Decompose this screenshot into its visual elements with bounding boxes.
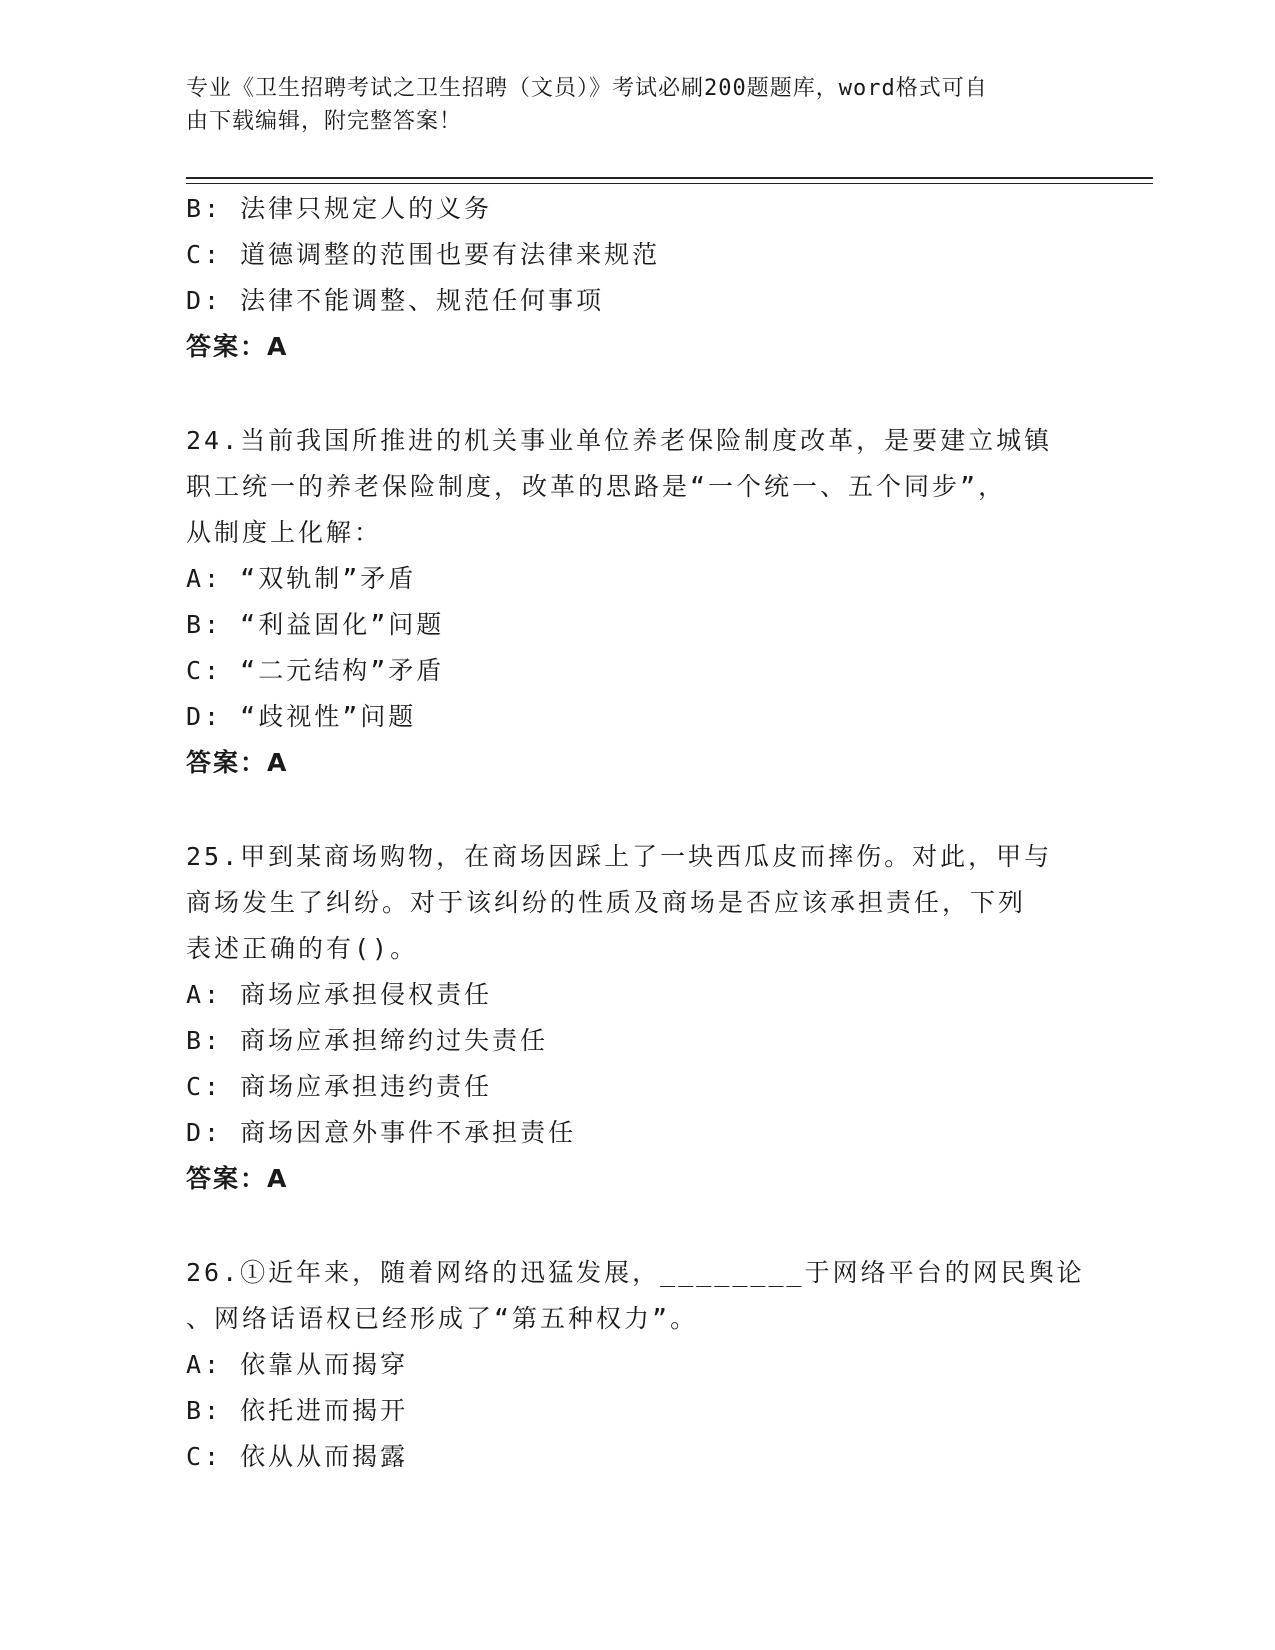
q26-stem-line-1: 26.①近年来，随着网络的迅猛发展，________于网络平台的网民舆论 — [186, 1258, 1085, 1287]
q25-option-d: D: 商场因意外事件不承担责任 — [186, 1118, 577, 1147]
q24-answer: 答案：A — [186, 748, 289, 777]
q24-option-d: D: “歧视性”问题 — [186, 702, 417, 731]
q26-option-c: C: 依从从而揭露 — [186, 1442, 409, 1471]
q25-option-b: B: 商场应承担缔约过失责任 — [186, 1026, 549, 1055]
q25-option-a: A: 商场应承担侵权责任 — [186, 980, 493, 1009]
q23-option-b: B: 法律只规定人的义务 — [186, 194, 493, 223]
q24-option-b: B: “利益固化”问题 — [186, 610, 445, 639]
question-23-continued — [186, 186, 1086, 370]
q23-answer: 答案：A — [186, 332, 289, 361]
q24-option-c: C: “二元结构”矛盾 — [186, 656, 445, 685]
question-list — [186, 186, 1086, 1480]
header-rule-thin — [186, 183, 1153, 184]
q24-stem-line-2: 职工统一的养老保险制度，改革的思路是“一个统一、五个同步”， — [186, 472, 1007, 501]
question-spacer — [186, 370, 1086, 418]
document-header — [186, 72, 1066, 138]
header-line-2: 由下载编辑，附完整答案！ — [186, 109, 463, 134]
q26-option-a: A: 依靠从而揭穿 — [186, 1350, 409, 1379]
q25-stem-line-2: 商场发生了纠纷。对于该纠纷的性质及商场是否应该承担责任，下列 — [186, 888, 1027, 917]
q25-stem-line-1: 25.甲到某商场购物，在商场因踩上了一块西瓜皮而摔伤。对此，甲与 — [186, 842, 1053, 871]
header-line-1: 专业《卫生招聘考试之卫生招聘（文员）》考试必刷200题题库，word格式可自 — [186, 76, 988, 101]
question-25 — [186, 834, 1086, 1202]
header-rule-thick — [186, 177, 1153, 179]
question-24 — [186, 418, 1086, 786]
q25-option-c: C: 商场应承担违约责任 — [186, 1072, 493, 1101]
q23-option-c: C: 道德调整的范围也要有法律来规范 — [186, 240, 661, 269]
q24-stem-line-1: 24.当前我国所推进的机关事业单位养老保险制度改革，是要建立城镇 — [186, 426, 1053, 455]
question-26 — [186, 1250, 1086, 1480]
question-spacer — [186, 1202, 1086, 1250]
q24-stem-line-3: 从制度上化解： — [186, 518, 383, 547]
q23-option-d: D: 法律不能调整、规范任何事项 — [186, 286, 605, 315]
q26-stem-line-2: 、网络话语权已经形成了“第五种权力”。 — [186, 1304, 699, 1333]
q24-option-a: A: “双轨制”矛盾 — [186, 564, 417, 593]
q25-answer: 答案：A — [186, 1164, 289, 1193]
q25-stem-line-3: 表述正确的有()。 — [186, 934, 419, 963]
question-spacer — [186, 786, 1086, 834]
q26-option-b: B: 依托进而揭开 — [186, 1396, 409, 1425]
